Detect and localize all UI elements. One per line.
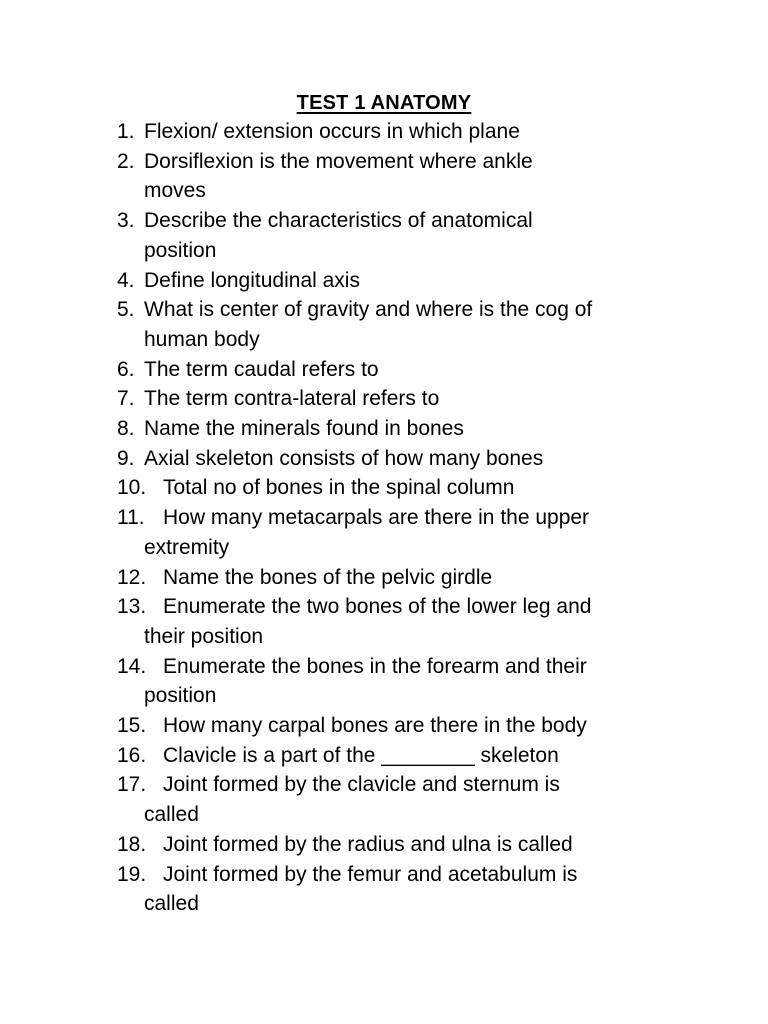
question-number: 1.	[117, 120, 135, 143]
question-text-continued: called	[144, 803, 199, 827]
question-item	[0, 592, 768, 651]
question-text: Enumerate the bones in the forearm and their	[163, 654, 587, 678]
question-text-continued: their position	[144, 624, 264, 648]
question-text: Define longitudinal axis	[144, 268, 360, 292]
question-item	[0, 384, 768, 414]
question-item	[0, 355, 768, 385]
question-item	[0, 652, 768, 711]
question-list	[0, 117, 768, 919]
question-item	[0, 414, 768, 444]
question-number: 9.	[117, 446, 135, 470]
question-text: The term caudal refers to	[144, 357, 379, 381]
question-number: 5.	[117, 298, 135, 322]
question-number: 17.	[117, 773, 147, 797]
question-item	[0, 830, 768, 860]
question-item	[0, 295, 768, 354]
question-number: 11.	[117, 506, 145, 530]
question-number: 15.	[117, 714, 147, 738]
title-text: TEST 1 ANATOMY	[296, 92, 472, 114]
page-title	[0, 89, 768, 117]
question-text: Axial skeleton consists of how many bones	[144, 446, 544, 470]
question-item	[0, 266, 768, 296]
question-text: How many carpal bones are there in the body	[163, 714, 587, 738]
question-text: Enumerate the two bones of the lower leg and	[163, 595, 592, 619]
question-text-continued: extremity	[144, 535, 230, 559]
question-item	[0, 503, 768, 562]
question-text: Joint formed by the femur and acetabulum is	[163, 862, 578, 886]
question-number: 6.	[117, 357, 135, 381]
question-text: How many metacarpals are there in the upper	[163, 506, 590, 530]
question-text: What is center of gravity and where is the cog of	[144, 298, 593, 322]
question-number: 18.	[117, 832, 147, 856]
question-text-continued: called	[144, 892, 199, 916]
question-text-continued: position	[144, 238, 217, 262]
question-text: Total no of bones in the spinal column	[163, 476, 515, 500]
question-item	[0, 563, 768, 593]
question-item	[0, 147, 768, 206]
question-item	[0, 206, 768, 265]
question-number: 8.	[117, 417, 135, 441]
question-number: 12.	[117, 565, 147, 589]
question-number: 13.	[117, 595, 147, 619]
question-text-continued: human body	[144, 327, 260, 351]
question-text: Name the bones of the pelvic girdle	[163, 565, 493, 589]
question-number: 2.	[117, 149, 135, 173]
question-item	[0, 860, 768, 919]
question-number: 16.	[117, 743, 147, 767]
question-text: Clavicle is a part of the ________ skeleton	[163, 743, 559, 767]
question-number: 7.	[117, 387, 135, 411]
question-text-continued: position	[144, 684, 217, 708]
question-text: Flexion/ extension occurs in which plane	[144, 120, 520, 143]
question-text: Describe the characteristics of anatomical	[144, 209, 533, 233]
question-item	[0, 711, 768, 741]
question-number: 19.	[117, 862, 147, 886]
question-text: Joint formed by the clavicle and sternum is	[163, 773, 560, 797]
question-number: 14.	[117, 654, 147, 678]
question-item	[0, 770, 768, 829]
question-text: Dorsiflexion is the movement where ankle	[144, 149, 533, 173]
question-item	[0, 473, 768, 503]
question-item	[0, 741, 768, 771]
question-text: Name the minerals found in bones	[144, 417, 464, 441]
question-number: 4.	[117, 268, 135, 292]
question-text: The term contra-lateral refers to	[144, 387, 440, 411]
question-item	[0, 117, 768, 147]
question-number: 3.	[117, 209, 135, 233]
question-item	[0, 444, 768, 474]
question-number: 10.	[117, 476, 147, 500]
question-text-continued: moves	[144, 179, 206, 203]
question-text: Joint formed by the radius and ulna is called	[163, 832, 573, 856]
